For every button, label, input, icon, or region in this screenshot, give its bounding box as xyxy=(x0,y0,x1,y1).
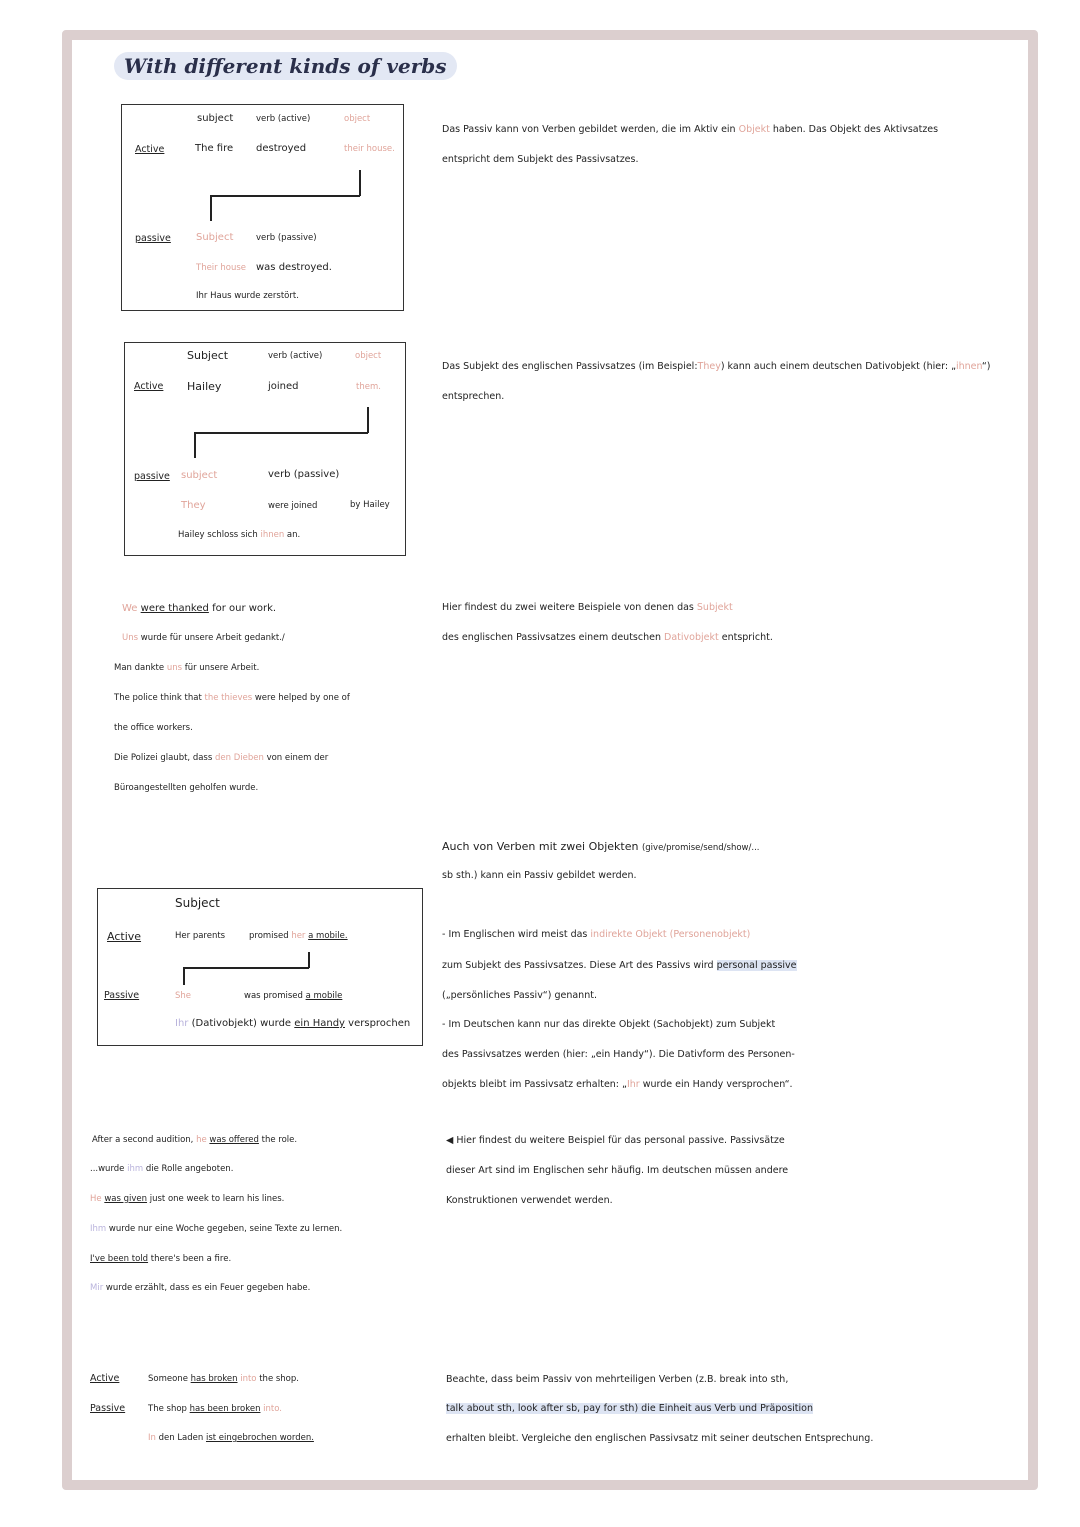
sentence-part: the shop. xyxy=(259,1374,299,1384)
passive-agent: by Hailey xyxy=(350,500,390,510)
header-object: object xyxy=(344,114,371,124)
dative-word: Uns xyxy=(122,633,139,643)
connector-line xyxy=(183,967,309,969)
note-highlight: Subjekt xyxy=(696,602,733,613)
note-line: erhalten bleibt. Vergleiche den englischen Passivsatz mit seiner deutschen Entsprechung. xyxy=(446,1433,874,1444)
active-subject: The fire xyxy=(195,143,234,154)
german-translation xyxy=(178,530,300,540)
note-text: wurde ein Handy versprochen“. xyxy=(642,1079,793,1090)
header-subject: Subject xyxy=(175,896,220,910)
note-highlight: indirekte Objekt (Personenobjekt) xyxy=(590,929,751,940)
verb: promised xyxy=(249,931,289,941)
example-line xyxy=(90,1254,231,1264)
dative-word: Ihm xyxy=(90,1224,107,1234)
direct-object: a mobile xyxy=(305,991,343,1001)
german-translation: Ihr Haus wurde zerstört. xyxy=(196,291,299,301)
header-verb-active: verb (active) xyxy=(268,351,323,361)
direct-object: ein Handy xyxy=(294,1018,345,1029)
active-verb xyxy=(249,931,348,941)
active-object: their house. xyxy=(344,144,395,154)
sentence-part: für unsere Arbeit. xyxy=(184,663,260,673)
note-text: objekts bleibt im Passivsatz erhalten: „ xyxy=(442,1079,627,1090)
passive-label: passive xyxy=(134,471,170,482)
passive-label: passive xyxy=(135,233,171,244)
sentence-part: Die Polizei glaubt, dass xyxy=(114,753,213,763)
example-line xyxy=(90,1194,284,1204)
german-translation xyxy=(175,1018,410,1029)
header-subject-passive: Subject xyxy=(196,232,234,243)
active-subject: Her parents xyxy=(175,931,226,941)
sentence-part: After a second audition, xyxy=(92,1135,194,1145)
passive-label: Passive xyxy=(104,990,140,1001)
sentence-part: (Dativobjekt) wurde xyxy=(191,1018,292,1029)
passive-verb: ist eingebrochen worden. xyxy=(205,1433,314,1443)
sentence-part: wurde für unsere Arbeit gedankt./ xyxy=(140,633,285,643)
dative-word: Mir xyxy=(90,1283,104,1293)
passive-verb: was destroyed. xyxy=(256,262,332,273)
example-line xyxy=(148,1374,299,1384)
note-line: sb sth.) kann ein Passiv gebildet werden. xyxy=(442,870,637,881)
passive-subject: She xyxy=(175,991,192,1001)
note-highlight: personal passive xyxy=(716,960,797,971)
note-text: Das Subjekt des englischen Passivsatzes (im Beispiel: xyxy=(442,361,698,372)
note-line xyxy=(442,124,938,135)
note-text: zum Subjekt des Passivsatzes. Diese Art des Passivs wird xyxy=(442,960,714,971)
example-line xyxy=(114,693,350,703)
note-line: dieser Art sind im Englischen sehr häufig. Im deutschen müssen andere xyxy=(446,1165,789,1176)
passive-verb: was offered xyxy=(209,1135,259,1145)
note-line xyxy=(442,840,759,853)
note-text: Das Passiv kann von Verben gebildet werden, die im Aktiv ein xyxy=(442,124,736,135)
connector-line xyxy=(367,407,369,433)
connector-line xyxy=(183,967,185,985)
sentence-part: The police think that xyxy=(114,693,202,703)
subject-word: He xyxy=(90,1194,102,1204)
active-label: Active xyxy=(134,381,164,392)
note-line xyxy=(442,960,797,971)
example-line xyxy=(90,1283,310,1293)
connector-line xyxy=(210,195,360,197)
verb: has broken xyxy=(190,1374,238,1384)
example-line xyxy=(148,1433,314,1443)
verb: was promised xyxy=(244,991,303,1001)
dative-word: Ihr xyxy=(175,1018,189,1029)
note-line: Konstruktionen verwendet werden. xyxy=(446,1195,613,1206)
note-highlight: Dativobjekt xyxy=(664,632,719,643)
header-subject-passive: subject xyxy=(181,470,218,481)
subject-word: the thieves xyxy=(204,693,253,703)
sentence-part: there's been a fire. xyxy=(150,1254,232,1264)
sentence-part: die Rolle angeboten. xyxy=(145,1164,234,1174)
example-line: the office workers. xyxy=(114,723,193,733)
direct-object: a mobile. xyxy=(308,931,348,941)
note-line xyxy=(442,1079,793,1090)
header-verb-active: verb (active) xyxy=(256,114,311,124)
note-text: Hier findest du zwei weitere Beispiele von denen das xyxy=(442,602,694,613)
sentence-part: by one of xyxy=(309,693,350,703)
note-text: des englischen Passivsatzes einem deutschen xyxy=(442,632,661,643)
sentence-part: versprochen xyxy=(348,1018,411,1029)
passive-subject: They xyxy=(181,500,206,511)
connector-line xyxy=(194,432,368,434)
header-object: object xyxy=(355,351,382,361)
sentence-part: wurde nur eine Woche gegeben, seine Texte zu lernen. xyxy=(108,1224,343,1234)
sentence-part: Someone xyxy=(148,1374,188,1384)
example-line xyxy=(92,1135,297,1145)
subject-word: he xyxy=(196,1135,207,1145)
passive-verb: were joined xyxy=(268,501,318,511)
example-1-box xyxy=(121,104,404,311)
german-part: an. xyxy=(286,530,301,540)
subject-word: We xyxy=(122,603,138,614)
example-line xyxy=(148,1404,282,1414)
note-highlight: Objekt xyxy=(738,124,770,135)
sentence-part: ...wurde xyxy=(90,1164,125,1174)
note-line: entspricht dem Subjekt des Passivsatzes. xyxy=(442,154,639,165)
sentence-part: Man dankte xyxy=(114,663,165,673)
german-part: Hailey schloss sich xyxy=(178,530,258,540)
note-line: ◀ Hier findest du weitere Beispiel für das personal passive. Passivsätze xyxy=(446,1135,785,1146)
header-subject: Subject xyxy=(187,349,229,362)
page-title: With different kinds of verbs xyxy=(114,52,457,80)
german-dative: ihnen xyxy=(260,530,285,540)
active-label: Active xyxy=(107,930,142,943)
connector-line xyxy=(210,195,212,221)
sentence-part: wurde erzählt, dass es ein Feuer gegeben habe. xyxy=(105,1283,311,1293)
connector-line xyxy=(308,952,310,968)
note-text: entspricht. xyxy=(721,632,773,643)
passive-verb: has been broken xyxy=(189,1404,261,1414)
preposition: In xyxy=(148,1433,156,1443)
note-line: talk about sth, look after sb, pay for sth) die Einheit aus Verb und Präposition xyxy=(446,1403,813,1414)
preposition: into xyxy=(240,1374,257,1384)
note-text: “) xyxy=(981,361,991,372)
example-line xyxy=(122,603,276,614)
passive-verb: were helped xyxy=(254,693,308,703)
note-line xyxy=(442,632,773,643)
passive-verb: were thanked xyxy=(140,603,209,614)
connector-line xyxy=(359,170,361,196)
active-label: Active xyxy=(135,144,165,155)
sentence-part: just one week to learn his lines. xyxy=(149,1194,285,1204)
sentence-part: von einem der xyxy=(266,753,329,763)
connector-line xyxy=(194,432,196,458)
passive-subject: Their house xyxy=(196,263,246,273)
note-line: („persönliches Passiv“) genannt. xyxy=(442,990,597,1001)
note-highlight: ihnen xyxy=(956,361,982,372)
dative-word: uns xyxy=(166,663,183,673)
example-line xyxy=(90,1164,233,1174)
active-object: them. xyxy=(356,382,381,392)
note-line: entsprechen. xyxy=(442,391,505,402)
passive-verb xyxy=(244,991,342,1001)
passive-verb: was given xyxy=(104,1194,148,1204)
note-text: - Im Englischen wird meist das xyxy=(442,929,588,940)
header-subject: subject xyxy=(197,113,234,124)
example-line: Büroangestellten geholfen wurde. xyxy=(114,783,259,793)
passive-label: Passive xyxy=(90,1403,126,1414)
active-verb: destroyed xyxy=(256,143,307,154)
dative-word: den Dieben xyxy=(215,753,264,763)
note-highlight: Ihr xyxy=(626,1079,640,1090)
indirect-object: her xyxy=(291,931,306,941)
example-line xyxy=(114,663,259,673)
note-highlight: They xyxy=(697,361,721,372)
note-text: (give/promise/send/show/... xyxy=(641,843,760,853)
sentence-part: for our work. xyxy=(212,603,277,614)
active-subject: Hailey xyxy=(187,380,222,393)
active-label: Active xyxy=(90,1373,120,1384)
passive-verb: I've been told xyxy=(90,1254,149,1264)
note-line: Beachte, dass beim Passiv von mehrteiligen Verben (z.B. break into sth, xyxy=(446,1374,789,1385)
preposition: into. xyxy=(263,1404,282,1414)
note-line xyxy=(442,361,991,372)
sentence-part: the role. xyxy=(261,1135,298,1145)
note-line: des Passivsatzes werden (hier: „ein Handy“). Die Dativform des Personen- xyxy=(442,1049,795,1060)
example-line xyxy=(114,753,328,763)
example-2-box xyxy=(124,342,406,556)
note-line: - Im Deutschen kann nur das direkte Objekt (Sachobjekt) zum Subjekt xyxy=(442,1019,776,1030)
note-text: Auch von Verben mit zwei Objekten xyxy=(442,840,639,853)
note-text: ) kann auch einem deutschen Dativobjekt (hier: „ xyxy=(720,361,956,372)
example-line xyxy=(90,1224,342,1234)
note-line xyxy=(442,929,750,940)
header-verb-passive: verb (passive) xyxy=(268,469,340,480)
example-line xyxy=(122,633,285,643)
active-verb: joined xyxy=(268,381,299,392)
note-line xyxy=(442,602,733,613)
sentence-part: The shop xyxy=(148,1404,187,1414)
sentence-part: den Laden xyxy=(158,1433,204,1443)
header-verb-passive: verb (passive) xyxy=(256,233,317,243)
note-text: haben. Das Objekt des Aktivsatzes xyxy=(772,124,939,135)
dative-word: ihm xyxy=(127,1164,144,1174)
